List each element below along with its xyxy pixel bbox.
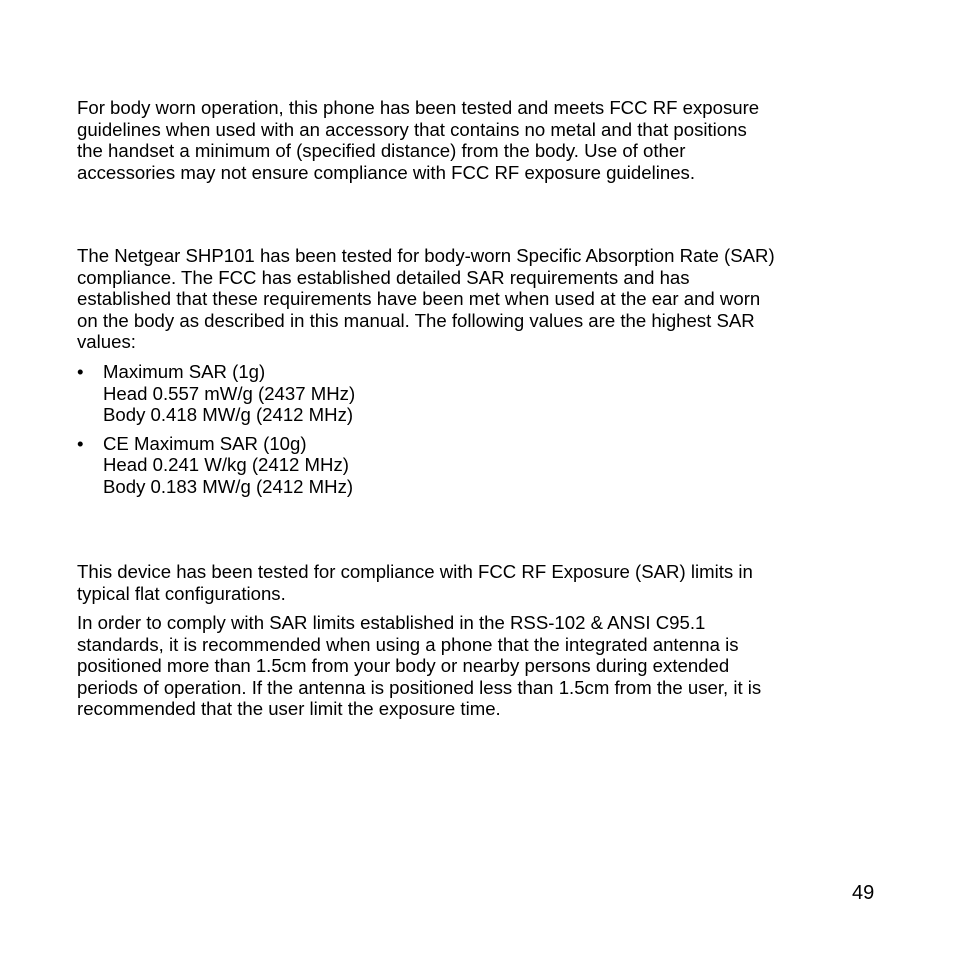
list-item-line: Head 0.241 W/kg (2412 MHz) [103, 454, 349, 476]
sar-values-list [77, 361, 877, 505]
list-item-ce-max-sar-10g [77, 433, 877, 498]
paragraph-line: recommended that the user limit the exposure time. [77, 698, 501, 720]
paragraph-line: established that these requirements have been met when used at the ear and worn [77, 288, 761, 310]
paragraph-line: For body worn operation, this phone has been tested and meets FCC RF exposure [77, 97, 760, 118]
paragraph-line: on the body as described in this manual. The following values are the highest SAR [77, 309, 755, 331]
paragraph-line: typical flat configurations. [77, 582, 286, 604]
list-item-line: Body 0.183 MW/g (2412 MHz) [103, 475, 354, 497]
paragraph-line: In order to comply with SAR limits established in the RSS-102 & ANSI C95.1 [77, 612, 706, 633]
paragraph-line: compliance. The FCC has established detailed SAR requirements and has [77, 266, 690, 288]
list-item-line: Maximum SAR (1g) [103, 361, 266, 382]
paragraph-line: positioned more than 1.5cm from your body or nearby persons during extended [77, 655, 730, 677]
list-item-line: CE Maximum SAR (10g) [103, 432, 307, 454]
paragraph-line: The Netgear SHP101 has been tested for body-worn Specific Absorption Rate (SAR) [77, 245, 775, 266]
sar-compliance-paragraph [77, 245, 897, 353]
rss-102-paragraph [77, 612, 897, 720]
page-number: 49 [852, 882, 875, 904]
body-worn-operation-paragraph [77, 97, 897, 183]
paragraph-line: the handset a minimum of (specified distance) from the body. Use of other [77, 140, 686, 162]
paragraph-line: accessories may not ensure compliance with FCC RF exposure guidelines. [77, 161, 695, 183]
paragraph-line: guidelines when used with an accessory that contains no metal and that positions [77, 118, 747, 140]
paragraph-line: standards, it is recommended when using a phone that the integrated antenna is [77, 633, 739, 655]
paragraph-line: periods of operation. If the antenna is positioned less than 1.5cm from the user, it is [77, 676, 762, 698]
list-item-line: Body 0.418 MW/g (2412 MHz) [103, 404, 354, 426]
bullet-icon: • [77, 432, 84, 454]
list-item-max-sar-1g [77, 361, 877, 426]
bullet-icon: • [77, 361, 84, 382]
paragraph-line: This device has been tested for compliance with FCC RF Exposure (SAR) limits in [77, 561, 753, 582]
list-item-line: Head 0.557 mW/g (2437 MHz) [103, 382, 356, 404]
fcc-rf-exposure-paragraph [77, 561, 897, 604]
paragraph-line: values: [77, 331, 136, 353]
